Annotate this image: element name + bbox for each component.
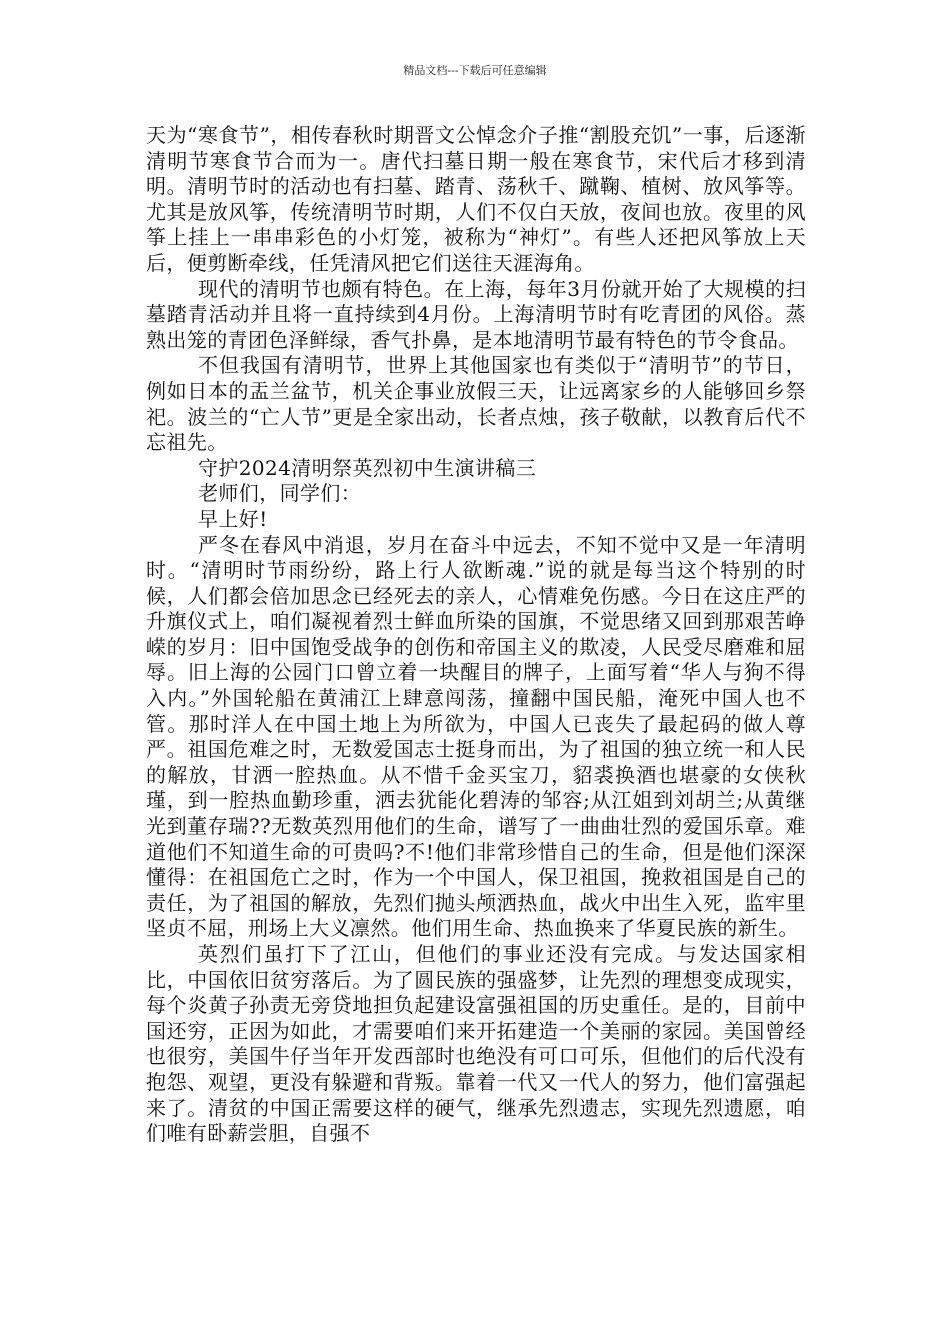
paragraph-qingming-customs: 天为“寒食节”，相传春秋时期晋文公悼念介子推“割股充饥”一事，后逐渐清明节寒食节合而为一。唐代扫墓日期一般在寒食节，宋代后才移到清明。清明节时的活动也有扫墓、踏青、荡秋千、蹴鞠、植树、放风筝等。尤其是放风筝，传统清明节时期，人们不仅白天放，夜间也放。夜里的风筝上挂上一串串彩色的小灯笼，被称为“神灯”。有些人还把风筝放上天后，便剪断牵线，任凭清风把它们送往天涯海角。 [146, 123, 806, 275]
paragraph-modern-qingming: 现代的清明节也颇有特色。在上海，每年3月份就开始了大规模的扫墓踏青活动并且将一直持续到4月份。上海清明节时有吃青团的风俗。蒸熟出笼的青团色泽鲜绿，香气扑鼻，是本地清明节最有特色的节令食品。 [146, 276, 806, 352]
speech-title: 守护2024清明祭英烈初中生演讲稿三 [198, 455, 537, 480]
paragraph-martyrs-legacy: 英烈们虽打下了江山，但他们的事业还没有完成。与发达国家相比，中国依旧贫穷落后。为了圆民族的强盛梦，让先烈的理想变成现实，每个炎黄子孙责无旁贷地担负起建设富强祖国的历史重任。是的，目前中国还穷，正因为如此，才需要咱们来开拓建造一个美丽的家园。美国曾经也很穷，美国牛仔当年开发西部时也绝没有可口可乐，但他们的后代没有抱怨、观望，更没有躲避和背叛。靠着一代又一代人的努力，他们富强起来了。清贫的中国正需要这样的硬气，继承先烈遗志，实现先烈遗愿，咱们唯有卧薪尝胆，自强不 [146, 942, 806, 1146]
speech-greeting: 早上好! [198, 506, 268, 531]
document-body [146, 123, 806, 1147]
speech-salutation: 老师们，同学们： [198, 481, 362, 506]
page-header: 精品文档---下载后可任意编辑 [403, 64, 547, 77]
paragraph-foreign-festivals: 不但我国有清明节，世界上其他国家也有类似于“清明节”的节日，例如日本的盂兰盆节，机关企事业放假三天，让远离家乡的人能够回乡祭祀。波兰的“亡人节”更是全家出动，长者点烛，孩子敬献，以教育后代不忘祖先。 [146, 353, 806, 455]
paragraph-martyrs-history: 严冬在春风中消退，岁月在奋斗中远去，不知不觉中又是一年清明时。“清明时节雨纷纷，路上行人欲断魂.”说的就是每当这个特别的时候，人们都会倍加思念已经死去的亲人，心情难免伤感。今日在这庄严的升旗仪式上，咱们凝视着烈士鲜血所染的国旗，不觉思绪又回到那艰苦峥嵘的岁月：旧中国饱受战争的创伤和帝国主义的欺凌，人民受尽磨难和屈辱。旧上海的公园门口曾立着一块醒目的牌子，上面写着“华人与狗不得入内。”外国轮船在黄浦江上肆意闯荡，撞翻中国民船，淹死中国人也不管。那时洋人在中国土地上为所欲为，中国人已丧失了最起码的做人尊严。祖国危难之时，无数爱国志士挺身而出，为了祖国的独立统一和人民的解放，甘洒一腔热血。从不惜千金买宝刀，貂裘换酒也堪豪的女侠秋瑾，到一腔热血勤珍重，洒去犹能化碧涛的邹容;从江姐到刘胡兰;从黄继光到董存瑞??无数英烈用他们的生命，谱写了一曲曲壮烈的爱国乐章。难道他们不知道生命的可贵吗?不!他们非常珍惜自己的生命，但是他们深深懂得：在祖国危亡之时，作为一个中国人，保卫祖国，挽救祖国是自己的责任，为了祖国的解放，先烈们抛头颅洒热血，战火中出生入死，监牢里坚贞不屈，刑场上大义凛然。他们用生命、热血换来了华夏民族的新生。 [146, 532, 806, 941]
